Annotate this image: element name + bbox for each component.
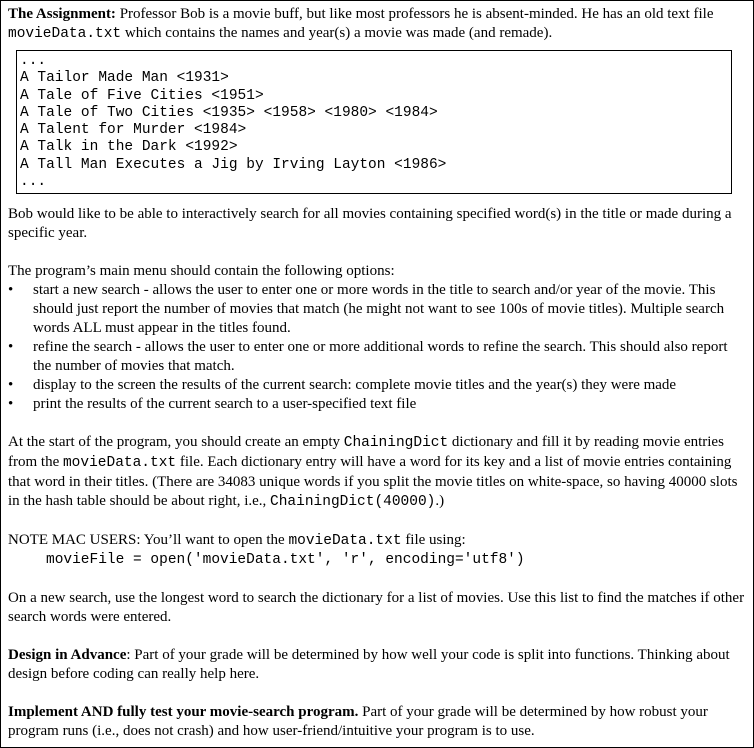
file-line: A Talk in the Dark <1992> (20, 139, 238, 156)
assignment-text-2: which contains the names and year(s) a movie was made (and remade). (121, 25, 553, 41)
option-text: refine the search - allows the user to enter one or more additional words to refine the search. This should also report the number of movies that match. (33, 339, 728, 375)
chaining-dict-code: ChainingDict (343, 435, 449, 452)
goal-paragraph: Bob would like to be able to interactively search for all movies containing specified word(s) in the title or made during a specific year. (8, 206, 732, 242)
bullet-icon: • (8, 377, 14, 394)
mac-note-text (8, 531, 746, 551)
option-text: display to the screen the results of the current search: complete movie titles and the year(s) they were made (33, 377, 677, 394)
dict-text-3: file. Each dictionary entry will have a word for its key and a list of movie entries containing that word in their titles. (There are 34083 unique words if you split the movie titles on white-space, so having 40000 slots in the hash table should be about right, i.e., (8, 454, 738, 510)
open-file-code: movieFile = open('movieData.txt', 'r', encoding='utf8') (46, 552, 525, 569)
file-sample-box (16, 50, 732, 194)
bullet-icon: • (8, 339, 14, 356)
menu-intro: The program’s main menu should contain the following options: (8, 263, 395, 280)
implement-paragraph (8, 703, 746, 741)
chaining-dict-ctor-code: ChainingDict(40000) (270, 494, 436, 511)
mac-note (8, 531, 746, 570)
implement-text: Part of your grade will be determined by how robust your program runs (i.e., does not crash) and how user-friend/intuitive your program is to use. (8, 704, 708, 740)
design-heading: Design in Advance (8, 647, 127, 664)
file-line: A Talent for Murder <1984> (20, 122, 247, 139)
bullet-icon: • (8, 396, 14, 413)
mac-text-1: NOTE MAC USERS: You’ll want to open the (8, 532, 289, 549)
menu-option-refine (8, 338, 746, 376)
option-text: start a new search - allows the user to enter one or more words in the title to search and/or year of the movie. This should just report the number of movies that match (he might not want to see 100s of movie titles). Multiple search words ALL must appear in the titles found. (33, 282, 725, 337)
file-line: A Tailor Made Man <1931> (20, 70, 229, 87)
movie-data-filename: movieData.txt (8, 26, 122, 42)
file-line: ... (20, 53, 47, 69)
assignment-text-1: Professor Bob is a movie buff, but like most professors he is absent-minded. He has an old text file (115, 6, 714, 22)
design-text: : Part of your grade will be determined by how well your code is split into functions. Thinking about design before coding can really help here. (8, 647, 730, 683)
mac-text-2: file using: (401, 532, 466, 549)
movie-data-filename: movieData.txt (288, 533, 402, 550)
file-line: A Tale of Five Cities <1951> (20, 87, 264, 104)
menu-option-print (8, 395, 746, 414)
file-line: A Tall Man Executes a Jig by Irving Layton <1986> (20, 156, 447, 173)
new-search-paragraph: On a new search, use the longest word to search the dictionary for a list of movies. Use this list to find the matches if other search words were entered. (8, 590, 745, 626)
dict-text-4: .) (435, 493, 445, 510)
file-line: ... (20, 174, 47, 191)
menu-option-new-search (8, 281, 746, 338)
option-text: print the results of the current search to a user-specified text file (33, 396, 417, 413)
menu-option-display (8, 376, 746, 395)
implement-heading: Implement AND fully test your movie-search program. (8, 704, 359, 721)
menu-section (8, 262, 746, 414)
dict-text-1: At the start of the program, you should create an empty (8, 434, 344, 451)
design-paragraph (8, 646, 746, 684)
dictionary-paragraph (8, 433, 746, 512)
assignment-heading: The Assignment: (8, 6, 116, 22)
bullet-icon: • (8, 282, 14, 299)
assignment-intro (8, 5, 746, 44)
dict-text-2: dictionary and fill it by reading movie entries from the (8, 434, 724, 471)
movie-data-filename: movieData.txt (62, 455, 177, 472)
menu-options-list (8, 281, 746, 414)
file-line: A Tale of Two Cities <1935> <1958> <1980> <1984> (20, 104, 438, 121)
